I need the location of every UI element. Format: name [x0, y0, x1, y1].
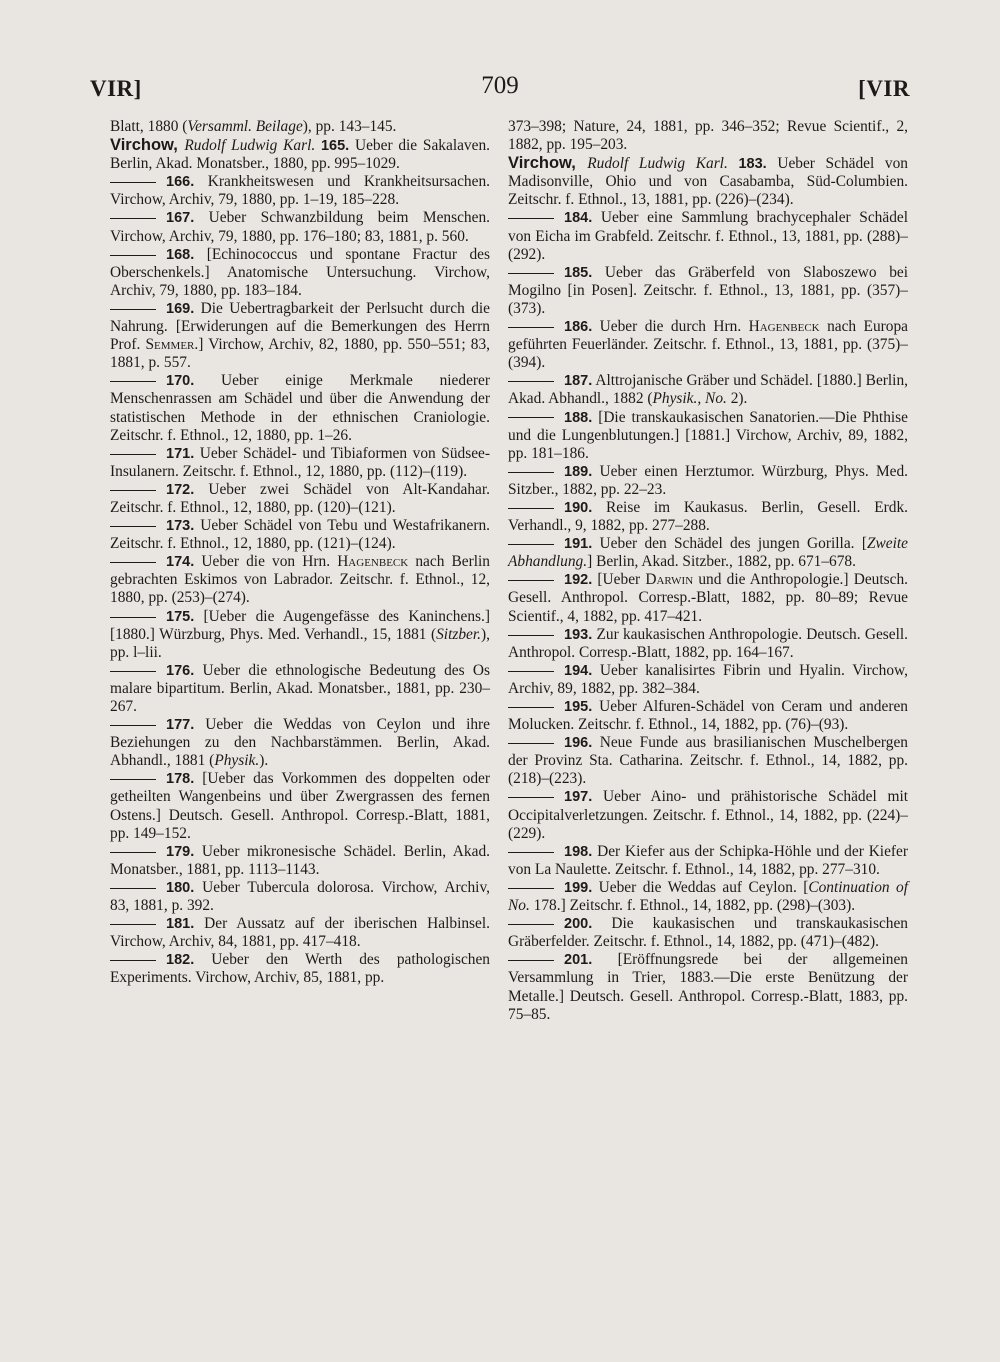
bibliography-entry — [110, 481, 490, 517]
ditto-dash — [110, 182, 156, 183]
left-column — [110, 118, 490, 988]
bibliography-entry — [508, 734, 908, 788]
bibliography-entry — [508, 951, 908, 1023]
entry-number: 179. — [166, 843, 195, 860]
bibliography-entry — [508, 499, 908, 535]
bibliography-entry — [110, 517, 490, 553]
entry-text: Blatt, 1880 ( — [110, 118, 188, 135]
bibliography-entry — [110, 136, 490, 173]
entry-number: 189. — [564, 463, 593, 480]
entry-text: Rudolf Ludwig Karl. — [587, 155, 728, 173]
entry-number: 201. — [564, 952, 593, 969]
entry-text: Rudolf Ludwig Karl. — [184, 137, 316, 155]
header-right: [VIR — [858, 76, 910, 101]
ditto-dash — [508, 273, 554, 274]
ditto-dash — [110, 617, 156, 618]
ditto-dash — [508, 381, 554, 382]
entry-text: Ueber eine Sammlung brachycephaler Schädel von Eicha im Grabfeld. Zeitschr. f. Ethnol., 13, 1881, pp. (288)–(292). — [508, 209, 908, 263]
bibliography-entry — [508, 264, 908, 318]
bibliography-entry — [508, 662, 908, 698]
entry-number: 185. — [564, 264, 593, 281]
bibliography-entry — [110, 445, 490, 481]
entry-text: Ueber den Werth des pathologischen Experiments. Virchow, Archiv, 85, 1881, pp. — [110, 951, 490, 987]
entry-text: ). — [259, 752, 269, 770]
bibliography-entry — [508, 118, 908, 154]
bibliography-entry — [110, 209, 490, 245]
ditto-dash — [110, 779, 156, 780]
ditto-dash — [508, 797, 554, 798]
entry-text: Ueber den Schädel des jungen Gorilla. [ — [592, 535, 867, 553]
ditto-dash — [110, 671, 156, 672]
small-caps-name: Hagenbeck — [748, 318, 820, 336]
ditto-dash — [110, 725, 156, 726]
bibliography-entry — [110, 173, 490, 209]
entry-number: 175. — [166, 608, 195, 625]
entry-text: Ueber einige Merkmale niederer Menschenrassen am Schädel und über die Anwendung der statistischen Methode in der ethnischen Craniologie. Zeitschr. f. Ethnol., 12, 1880, pp. 1–26. — [110, 372, 490, 444]
entry-text: Zur kaukasischen Anthropologie. Deutsch. Gesell. Anthropol. Corresp.-Blatt, 1882, pp. 164–167. — [508, 625, 908, 661]
entry-number: 180. — [166, 879, 195, 896]
bibliography-entry — [508, 372, 908, 408]
entry-text: Neue Funde aus brasilianischen Muschelbergen der Provinz Sta. Catharina. Zeitschr. f. Ethnol., 14, 1882, pp. (218)–(223). — [508, 734, 908, 788]
entry-number: 200. — [564, 916, 593, 933]
entry-text: Ueber kanalisirtes Fibrin und Hyalin. Virchow, Archiv, 89, 1882, pp. 382–384. — [508, 661, 908, 697]
bibliography-entry — [508, 318, 908, 372]
entry-number: 171. — [166, 445, 195, 462]
entry-text: Ueber einen Herztumor. Würzburg, Phys. Med. Sitzber., 1882, pp. 22–23. — [508, 462, 908, 498]
header-left: VIR] — [90, 76, 142, 101]
entry-text: Ueber die durch Hrn. — [592, 318, 749, 336]
entry-number: 190. — [564, 499, 593, 516]
bibliography-entry — [110, 553, 490, 607]
bibliography-entry — [508, 843, 908, 879]
entry-text: Ueber Alfuren-Schädel von Ceram und anderen Molucken. Zeitschr. f. Ethnol., 14, 1882, pp. (76)–(93). — [508, 698, 908, 734]
entry-number: 184. — [564, 210, 593, 227]
entry-text: Ueber das Gräberfeld von Slaboszewo bei Mogilno [in Posen]. Zeitschr. f. Ethnol., 13, 1881, pp. (357)–(373). — [508, 263, 908, 317]
entry-text: und die Anthropologie.] Deutsch. Gesell. Anthropol. Corresp.-Blatt, 1882, pp. 80–89; Revue Scientif., 4, 1882, pp. 417–421. — [508, 571, 908, 625]
entry-number: 183. — [738, 156, 767, 173]
small-caps-name: Hagenbeck — [337, 553, 409, 571]
ditto-dash — [110, 888, 156, 889]
bibliography-entry — [110, 915, 490, 951]
entry-text: ), pp. l–lii. — [110, 625, 490, 661]
ditto-dash — [110, 218, 156, 219]
ditto-dash — [110, 490, 156, 491]
ditto-dash — [508, 743, 554, 744]
entry-text: Ueber die Sakalaven. Berlin, Akad. Monatsber., 1880, pp. 995–1029. — [110, 137, 490, 173]
ditto-dash — [508, 327, 554, 328]
ditto-dash — [508, 960, 554, 961]
ditto-dash — [110, 526, 156, 527]
entry-text: Ueber die von Hrn. — [194, 553, 338, 571]
entry-number: 192. — [564, 572, 593, 589]
entry-text: Ueber die ethnologische Bedeutung des Os malare bipartitum. Berlin, Akad. Monatsber., 1881, pp. 230–267. — [110, 661, 490, 715]
entry-text: Ueber Schädel von Madisonville, Ohio und von Casabamba, Süd-Columbien. Zeitschr. f. Ethnol., 13, 1881, pp. (226)–(234). — [508, 155, 908, 209]
entry-number: 186. — [564, 319, 593, 336]
ditto-dash — [508, 888, 554, 889]
entry-number: 182. — [166, 952, 195, 969]
bibliography-entry — [110, 118, 490, 136]
ditto-dash — [110, 454, 156, 455]
bibliography-entry — [508, 535, 908, 571]
entry-text: [Ueber — [592, 571, 646, 589]
entry-number: 187. — [564, 373, 593, 390]
entry-number: 168. — [166, 246, 195, 263]
entry-text: Ueber Schwanzbildung beim Menschen. Virchow, Archiv, 79, 1880, pp. 176–180; 83, 1881, p. 560. — [110, 209, 490, 245]
author-name: Virchow, — [508, 154, 588, 173]
ditto-dash — [508, 417, 554, 418]
ditto-dash — [508, 472, 554, 473]
page-number: 709 — [481, 72, 519, 99]
entry-number: 176. — [166, 662, 195, 679]
running-header — [90, 72, 910, 108]
entry-text: Ueber Schädel von Tebu und Westafrikanern. Zeitschr. f. Ethnol., 12, 1880, pp. (121)–(124). — [110, 517, 490, 553]
entry-text: 2). — [726, 390, 748, 408]
entry-text: Versamml. Beilage — [187, 118, 303, 135]
entry-number: 165. — [320, 138, 350, 155]
author-name: Virchow, — [110, 136, 185, 155]
entry-text: Der Kiefer aus der Schipka-Höhle und der Kiefer von La Naulette. Zeitschr. f. Ethnol., 14, 1882, pp. 277–310. — [508, 842, 908, 878]
bibliography-entry — [110, 372, 490, 444]
entry-text: 178.] Zeitschr. f. Ethnol., 14, 1882, pp. (298)–(303). — [529, 897, 856, 915]
ditto-dash — [110, 309, 156, 310]
ditto-dash — [508, 707, 554, 708]
ditto-dash — [110, 381, 156, 382]
entry-text: Ueber Schädel- und Tibiaformen von Südsee-Insulanern. Zeitschr. f. Ethnol., 12, 1880, pp. (112)–(119). — [110, 444, 490, 480]
entry-text: Ueber zwei Schädel von Alt-Kandahar. Zeitschr. f. Ethnol., 12, 1880, pp. (120)–(121). — [110, 480, 490, 516]
entry-text: Krankheitswesen und Krankheitsursachen. Virchow, Archiv, 79, 1880, pp. 1–19, 185–228. — [110, 173, 490, 209]
right-column — [508, 118, 908, 1024]
entry-text: ), pp. 143–145. — [302, 118, 397, 135]
bibliography-entry — [110, 662, 490, 716]
ditto-dash — [110, 960, 156, 961]
bibliography-entry — [508, 571, 908, 625]
entry-number: 178. — [166, 771, 195, 788]
bibliography-entry — [110, 879, 490, 915]
ditto-dash — [508, 580, 554, 581]
entry-text: [Eröffnungsrede bei der allgemeinen Versammlung in Trier, 1883.—Die erste Benützung der Metalle.] Deutsch. Gesell. Anthropol. Corresp.-Blatt, 1883, pp. 75–85. — [508, 951, 908, 1023]
bibliography-entry — [110, 716, 490, 770]
entry-text: Zweite Abhandlung. — [508, 535, 908, 571]
ditto-dash — [110, 255, 156, 256]
bibliography-entry — [508, 626, 908, 662]
ditto-dash — [508, 635, 554, 636]
entry-number: 198. — [564, 843, 593, 860]
bibliography-entry — [508, 788, 908, 842]
entry-text: Alttrojanische Gräber und Schädel. [1880.] Berlin, Akad. Abhandl., 1882 ( — [508, 372, 908, 408]
ditto-dash — [508, 924, 554, 925]
entry-text: Ueber die Weddas von Ceylon und ihre Beziehungen zu den Nachbarstämmen. Berlin, Akad. Abhandl., 1881 ( — [110, 716, 490, 770]
entry-number: 188. — [564, 409, 593, 426]
entry-number: 193. — [564, 626, 593, 643]
ditto-dash — [110, 924, 156, 925]
entry-number: 195. — [564, 699, 593, 715]
bibliography-entry — [110, 770, 490, 842]
entry-text: 373–398; Nature, 24, 1881, pp. 346–352; Revue Scientif., 2, 1882, pp. 195–203. — [508, 118, 908, 154]
entry-text: Continuation of No. — [508, 878, 908, 915]
entry-number: 181. — [166, 916, 195, 933]
ditto-dash — [508, 852, 554, 853]
entry-text: [Ueber die Augengefässe des Kaninchens.] [1880.] Würzburg, Phys. Med. Verhandl., 15, 1881 ( — [110, 607, 490, 643]
entry-number: 199. — [564, 879, 593, 896]
ditto-dash — [110, 562, 156, 563]
bibliography-entry — [110, 246, 490, 300]
entry-number: 172. — [166, 481, 195, 498]
entry-text: Ueber mikronesische Schädel. Berlin, Akad. Monatsber., 1881, pp. 1113–1143. — [110, 842, 490, 878]
entry-number: 196. — [564, 735, 593, 752]
bibliography-entry — [508, 463, 908, 499]
entry-number: 166. — [166, 174, 195, 191]
entry-text: Die Uebertragbarkeit der Perlsucht durch die Nahrung. [Erwiderungen auf die Bemerkungen des Herrn Prof. — [110, 299, 490, 354]
small-caps-name: Darwin — [645, 571, 694, 589]
entry-text: nach Europa geführten Feuerländer. Zeitschr. f. Ethnol., 13, 1881, pp. (375)–(394). — [508, 318, 908, 372]
ditto-dash — [508, 671, 554, 672]
entry-number: 169. — [166, 300, 195, 317]
ditto-dash — [508, 544, 554, 545]
entry-text: Physik. — [214, 752, 260, 770]
entry-text: Sitzber. — [436, 625, 482, 643]
entry-text: Reise im Kaukasus. Berlin, Gesell. Erdk. Verhandl., 9, 1882, pp. 277–288. — [508, 498, 908, 535]
entry-text: Der Aussatz auf der iberischen Halbinsel. Virchow, Archiv, 84, 1881, pp. 417–418. — [110, 915, 490, 951]
ditto-dash — [508, 218, 554, 219]
bibliography-entry — [508, 915, 908, 951]
entry-text: .] Virchow, Archiv, 82, 1880, pp. 550–551; 83, 1881, p. 557. — [110, 336, 490, 372]
bibliography-entry — [508, 209, 908, 263]
entry-text: Ueber Aino- und prähistorische Schädel mit Occipitalverletzungen. Zeitschr. f. Ethnol., 14, 1882, pp. (224)–(229). — [508, 788, 908, 842]
entry-number: 197. — [564, 789, 593, 806]
entry-text: [Ueber das Vorkommen des doppelten oder getheilten Wangenbeins und über Zwergrassen des fernen Ostens.] Deutsch. Gesell. Anthropol. Corresp.-Blatt, 1881, pp. 149–152. — [110, 770, 490, 842]
entry-text: ] Berlin, Akad. Sitzber., 1882, pp. 671–678. — [587, 553, 856, 571]
entry-text: [Echinococcus und spontane Fractur des Oberschenkels.] Anatomische Untersuchung. Virchow, Archiv, 79, 1880, pp. 183–184. — [110, 245, 490, 299]
entry-number: 194. — [564, 662, 593, 679]
entry-number: 167. — [166, 210, 195, 227]
entry-text: Ueber Tubercula dolorosa. Virchow, Archiv, 83, 1881, p. 392. — [110, 878, 490, 915]
entry-number: 170. — [166, 373, 195, 390]
bibliography-entry — [110, 843, 490, 879]
bibliography-entry — [508, 409, 908, 463]
bibliography-entry — [110, 300, 490, 372]
entry-text: Ueber die Weddas auf Ceylon. [ — [592, 878, 809, 896]
ditto-dash — [110, 852, 156, 853]
entry-number: 173. — [166, 518, 195, 535]
small-caps-name: Semmer — [145, 336, 195, 354]
entry-text: Die kaukasischen und transkaukasischen Gräberfelder. Zeitschr. f. Ethnol., 14, 1882, pp. (471)–(482). — [508, 915, 908, 951]
entry-text: Physik., No. — [652, 390, 727, 408]
entry-text: nach Berlin gebrachten Eskimos von Labrador. Zeitschr. f. Ethnol., 12, 1880, pp. (253)–(274). — [110, 553, 490, 607]
entry-text — [728, 155, 739, 172]
entry-number: 177. — [166, 717, 195, 734]
bibliography-entry — [110, 951, 490, 987]
entry-number: 191. — [564, 536, 593, 553]
bibliography-entry — [508, 879, 908, 915]
bibliography-entry — [508, 154, 908, 209]
entry-number: 174. — [166, 554, 195, 571]
bibliography-entry — [110, 608, 490, 662]
ditto-dash — [508, 508, 554, 509]
bibliography-entry — [508, 698, 908, 734]
entry-text: [Die transkaukasischen Sanatorien.—Die Phthise und die Lungenblutungen.] [1881.] Virchow, Archiv, 89, 1882, pp. 181–186. — [508, 408, 908, 462]
